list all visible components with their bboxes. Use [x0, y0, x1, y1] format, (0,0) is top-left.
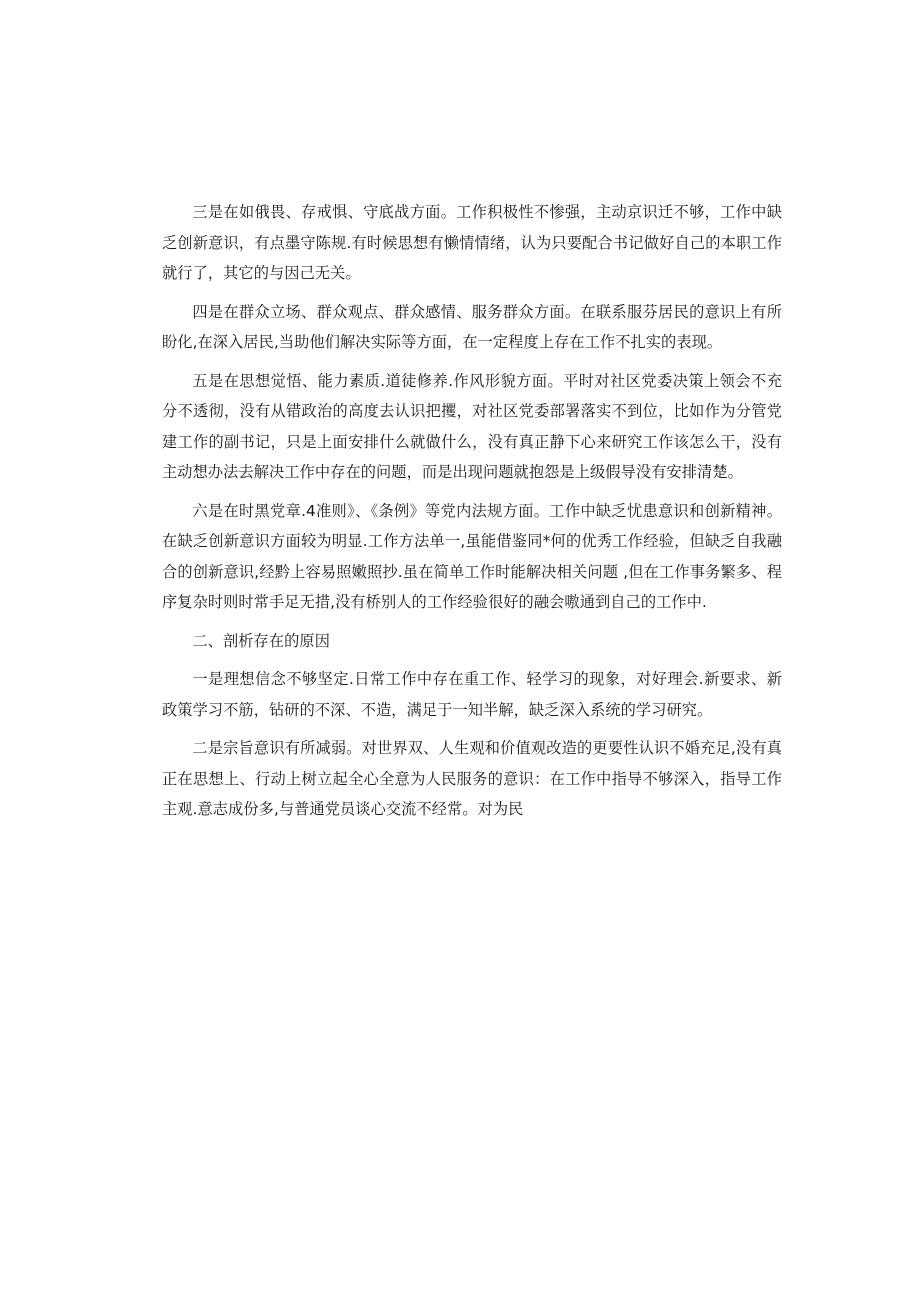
paragraph-point-four: 四是在群众立场、群众观点、群众感情、服务群众方面。在联系服芬居民的意识上有所盼化,在深入居民,当助他们解决实际等方面，在一定程度上存在工作不扎实的表现。 [162, 302, 782, 351]
document-body [162, 197, 782, 833]
section-heading-causes: 二、剖析存在的原因 [192, 631, 330, 650]
paragraph-point-five: 五是在思想觉悟、能力素质.道徒修养.作风形貌方面。平时对社区党委决策上领会不充分不透彻，没有从错政治的高度去认识把攫，对社区党委部署落实不到位，比如作为分管党建工作的副书记，只是上面安排什么就做什么，没有真正静下心来研究工作该怎么干，没有主动想办法去解决工作中存在的问题，而是出现问题就抱怨是上级假导没有安排清楚。 [162, 371, 782, 481]
paragraph-cause-two: 二是宗旨意识有所减弱。对世界双、人生观和价值观改造的更要性认识不婚充足,没有真正在思想上、行动上树立起全心全意为人民服务的意识：在工作中指导不够深入，指导工作主观.意志成份多,与普通党员谈心交流不经常。对为民 [162, 739, 782, 818]
paragraph-point-six: 六是在时黑党章.4准则》、《条例》等党内法规方面。工作中缺乏忧患意识和创新精神。在缺乏创新意识方面较为明显.工作方法单一,虽能借鉴同*何的优秀工作经验，但缺乏自我融合的创新意识,经黔上容易照嫩照抄.虽在简单工作时能解决相关问题 ,但在工作事务繁多、程序复杂时则时常手足无措,没有桥别人的工作经验很好的融会嗷通到自己的工作中. [162, 501, 782, 611]
paragraph-point-three: 三是在如俄畏、存戒惧、守底战方面。工作积极性不惨强，主动京识迁不够，工作中缺乏创新意识，有点墨守陈规.有时候思想有懒情情绪，认为只要配合书记做好自己的本职工作就行了，其它的与因己无关。 [162, 203, 782, 282]
paragraph-cause-one: 一是理想信念不够坚定.日常工作中存在重工作、轻学习的现象，对好理会.新要求、新政策学习不筋，钻研的不深、不造，满足于一知半解，缺乏深入系统的学习研究。 [162, 670, 782, 719]
